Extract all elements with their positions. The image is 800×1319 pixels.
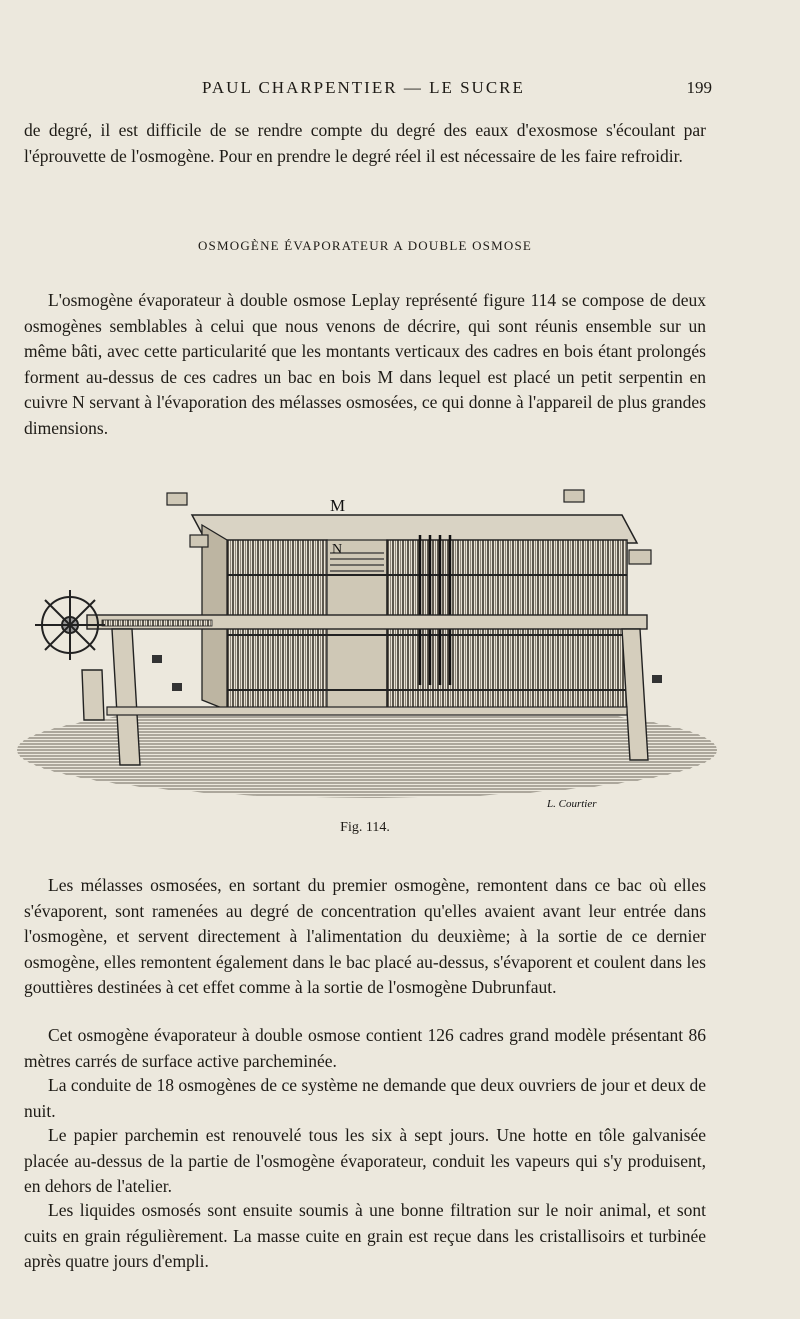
base-bar xyxy=(107,707,627,715)
osmogene-engraving xyxy=(12,485,722,815)
page-header xyxy=(22,78,712,104)
paragraph-2: L'osmogène évaporateur à double osmose Leplay représenté figure 114 se compose de deux osmogènes semblables à celui que nous venons de décrire, qui sont réunis ensemble sur un même bâti, avec cette particularité que les montants verticaux des cadres en bois étant prolongés forment au-dessus de ces cadres un bac en bois M dans lequel est placé un petit serpentin en cuivre N servant à l'évaporation des mélasses osmosées, ce qui donne à l'appareil de plus grandes dimensions. xyxy=(24,290,706,438)
paragraph-6: Le papier parchemin est renouvelé tous les six à sept jours. Une hotte en tôle galvanisée placée au-dessus de la partie de l'osmogène évaporateur, conduit les vapeurs qui s'y produisent, en dehors de l'atelier. xyxy=(24,1125,706,1196)
page-number: 199 xyxy=(686,78,712,97)
paragraph-5: La conduite de 18 osmogènes de ce système ne demande que deux ouvriers de jour et deux de nuit. xyxy=(24,1075,706,1121)
paragraph-7: Les liquides osmosés sont ensuite soumis à une bonne filtration sur le noir animal, et sont cuits en grain régulièrement. La masse cuite en grain est reçue dans les cristallisoirs et turbinée après quatre jours d'empli. xyxy=(24,1200,706,1271)
running-title: PAUL CHARPENTIER — LE SUCRE xyxy=(202,78,525,97)
paragraph-3: Les mélasses osmosées, en sortant du premier osmogène, remontent dans ce bac où elles s'évaporent, sont ramenées au degré de concentration qu'elles avaient avant leur entrée dans l'osmogène, et servent directement à l'alimentation du deuxième; à la sortie de ce dernier osmogène, elles remontent également dans le bac placé au-dessus, s'évaporent et coulent dans les gouttières destinées à cet effet comme à la sortie de l'osmogène Dubrunfaut. xyxy=(24,875,706,997)
label-n: N xyxy=(332,542,343,557)
figure-osmogene-illustration xyxy=(12,485,722,815)
screw-rod xyxy=(102,620,212,626)
bac-m-rim xyxy=(192,515,637,543)
paragraph-4: Cet osmogène évaporateur à double osmose contient 126 cadres grand modèle présentant 86 mètres carrés de surface active parcheminée. xyxy=(24,1025,706,1071)
section-title: OSMOGÈNE ÉVAPORATEUR A DOUBLE OSMOSE xyxy=(197,238,533,253)
label-m: M xyxy=(330,496,346,515)
paragraph-1: de degré, il est difficile de se rendre compte du degré des eaux d'exosmose s'écoulant par l'éprouvette de l'osmogène. Pour en prendre le degré réel il est nécessaire de les faire refroidir. xyxy=(24,120,706,166)
handwheel xyxy=(35,590,105,660)
engraver-signature: L. Courtier xyxy=(547,798,597,810)
figure-caption: Fig. 114. xyxy=(340,820,390,835)
